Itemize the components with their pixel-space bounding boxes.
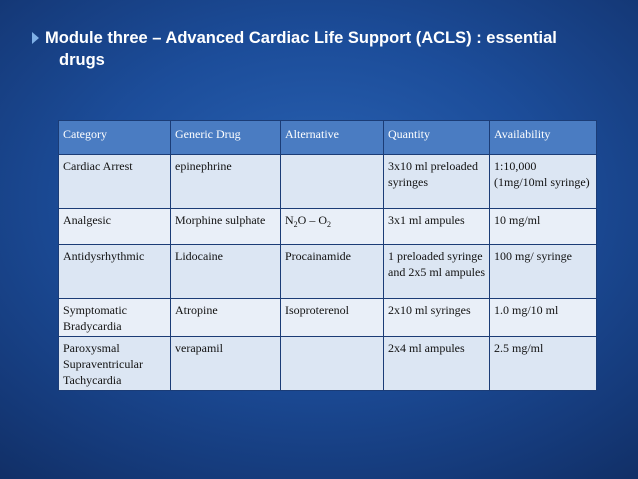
cell-availability: 1.0 mg/10 ml (490, 299, 597, 337)
arrow-bullet-icon (32, 32, 39, 44)
cell-quantity: 1 preloaded syringe and 2x5 ml ampules (384, 245, 490, 299)
header-generic-drug: Generic Drug (171, 121, 281, 155)
cell-generic-drug: Morphine sulphate (171, 209, 281, 245)
table-row (59, 337, 597, 391)
cell-generic-drug: epinephrine (171, 155, 281, 209)
slide-title-line1: Module three – Advanced Cardiac Life Support (ACLS) : essential (45, 29, 557, 47)
formula-n-subscript: 2 (293, 220, 298, 229)
header-category: Category (59, 121, 171, 155)
header-alternative: Alternative (281, 121, 384, 155)
cell-category: Symptomatic Bradycardia (59, 299, 171, 337)
header-quantity: Quantity (384, 121, 490, 155)
cell-availability: 100 mg/ syringe (490, 245, 597, 299)
cell-alternative: Isoproterenol (281, 299, 384, 337)
cell-alternative: Procainamide (281, 245, 384, 299)
cell-generic-drug: Lidocaine (171, 245, 281, 299)
cell-alternative (281, 337, 384, 391)
cell-quantity: 3x1 ml ampules (384, 209, 490, 245)
cell-generic-drug: Atropine (171, 299, 281, 337)
drugs-table-container (58, 120, 597, 391)
slide-title (32, 27, 607, 71)
cell-availability: 2.5 mg/ml (490, 337, 597, 391)
table-row (59, 245, 597, 299)
header-availability: Availability (490, 121, 597, 155)
table-row (59, 209, 597, 245)
cell-quantity: 2x10 ml syringes (384, 299, 490, 337)
cell-alternative (281, 155, 384, 209)
cell-availability: 10 mg/ml (490, 209, 597, 245)
cell-category: Cardiac Arrest (59, 155, 171, 209)
formula-n: N (285, 213, 294, 227)
table-row (59, 299, 597, 337)
cell-category: Paroxysmal Supraventricular Tachycardia (59, 337, 171, 391)
table-row (59, 155, 597, 209)
cell-generic-drug: verapamil (171, 337, 281, 391)
cell-category: Analgesic (59, 209, 171, 245)
table-header-row (59, 121, 597, 155)
cell-quantity: 3x10 ml preloaded syringes (384, 155, 490, 209)
cell-quantity: 2x4 ml ampules (384, 337, 490, 391)
formula-o-subscript: 2 (327, 220, 332, 229)
cell-availability: 1:10,000 (1mg/10ml syringe) (490, 155, 597, 209)
slide-title-line2: drugs (59, 51, 105, 69)
slide-title-text (32, 27, 607, 71)
drugs-table (58, 120, 597, 391)
cell-category: Antidysrhythmic (59, 245, 171, 299)
formula-mid: O – O (297, 213, 328, 227)
cell-alternative (281, 209, 384, 245)
